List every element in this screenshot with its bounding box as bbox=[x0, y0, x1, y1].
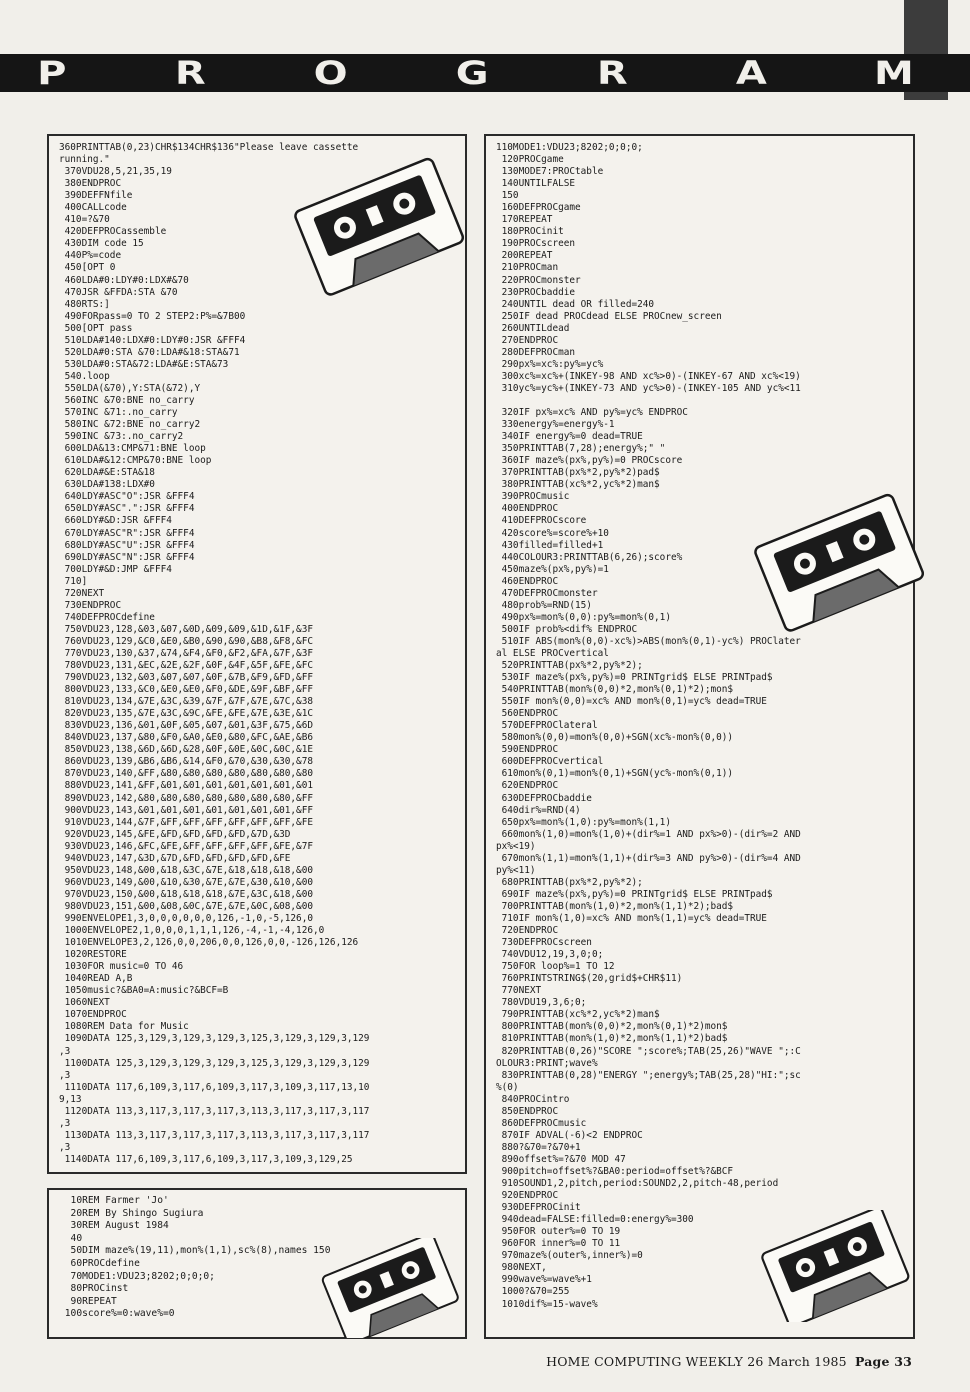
code-line: 630DEFPROCbaddie bbox=[496, 792, 592, 804]
code-line: 900VDU23,143,&01,&01,&01,&01,&01,&01,&01,&FF bbox=[59, 804, 313, 816]
code-line: 40 bbox=[59, 1232, 83, 1244]
code-line: 760VDU23,129,&C0,&E0,&B0,&90,&90,&B8,&F8,&FC bbox=[59, 635, 313, 647]
code-line: 560ENDPROC bbox=[496, 708, 559, 720]
code-line: 480RTS:] bbox=[59, 298, 110, 310]
code-line: 700LDY#&D:JMP &FFF4 bbox=[59, 563, 172, 575]
banner-letter: M bbox=[874, 54, 914, 92]
code-line: 660LDY#&D:JSR &FFF4 bbox=[59, 515, 172, 527]
code-line: 390PROCmusic bbox=[496, 491, 570, 503]
code-line: 610LDA#&12:CMP&70:BNE loop bbox=[59, 455, 212, 467]
code-line: 380PRINTTAB(xc%*2,yc%*2)man$ bbox=[496, 479, 660, 491]
code-line: 700PRINTTAB(mon%(1,0)*2,mon%(1,1)*2);bad$ bbox=[496, 900, 734, 912]
code-line: 930VDU23,146,&FC,&FE,&FF,&FF,&FF,&FF,&FE,&7F bbox=[59, 840, 313, 852]
code-line: 820PRINTTAB(0,26)"SCORE ";score%;TAB(25,26)"WAVE ";:C bbox=[496, 1045, 801, 1057]
code-line: 10REM Farmer 'Jo' bbox=[59, 1195, 169, 1206]
code-line: 990wave%=wave%+1 bbox=[496, 1274, 592, 1286]
code-line: 570DEFPROClateral bbox=[496, 720, 598, 732]
code-line: 1040READ A,B bbox=[59, 973, 133, 985]
code-line: 600LDA&13:CMP&71:BNE loop bbox=[59, 443, 206, 455]
code-line: 820VDU23,135,&7E,&3C,&9C,&FE,&FE,&7E,&3E,&1C bbox=[59, 708, 313, 720]
code-line: 710] bbox=[59, 575, 88, 587]
code-line: 430DIM code 15 bbox=[59, 238, 144, 250]
code-line: 920VDU23,145,&FE,&FD,&FD,&FD,&FD,&7D,&3D bbox=[59, 828, 291, 840]
cassette-icon bbox=[292, 148, 464, 300]
code-line: 1010ENVELOPE3,2,126,0,0,206,0,0,126,0,0,-126,126,126 bbox=[59, 937, 359, 949]
code-line: 810PRINTTAB(mon%(1,0)*2,mon%(1,1)*2)bad$ bbox=[496, 1033, 728, 1045]
code-line: running." bbox=[59, 154, 110, 166]
code-line: 70MODE1:VDU23;8202;0;0;0; bbox=[59, 1270, 215, 1282]
code-line: 640dir%=RND(4) bbox=[496, 804, 581, 816]
code-line: 580mon%(0,0)=mon%(0,0)+SGN(xc%-mon%(0,0)) bbox=[496, 732, 734, 744]
code-line: 260UNTILdead bbox=[496, 322, 570, 334]
code-line: 1090DATA 125,3,129,3,129,3,129,3,125,3,129,3,129,3,129 bbox=[59, 1033, 370, 1045]
code-line: 390DEFFNfile bbox=[59, 190, 133, 202]
code-line: 890VDU23,142,&80,&80,&80,&80,&80,&80,&80,&FF bbox=[59, 792, 313, 804]
code-line: 790PRINTTAB(xc%*2,yc%*2)man$ bbox=[496, 1009, 660, 1021]
code-line: 520PRINTTAB(px%*2,py%*2); bbox=[496, 660, 643, 672]
banner-letter: R bbox=[174, 54, 206, 92]
code-line: 610mon%(0,1)=mon%(0,1)+SGN(yc%-mon%(0,1)) bbox=[496, 768, 734, 780]
code-line: 330energy%=energy%-1 bbox=[496, 419, 615, 431]
code-line: 580INC &72:BNE no_carry2 bbox=[59, 419, 201, 431]
code-line: 830PRINTTAB(0,28)"ENERGY ";energy%;TAB(25,28)"HI:";sc bbox=[496, 1069, 801, 1081]
code-line: 510LDA#140:LDX#0:LDY#0:JSR &FFF4 bbox=[59, 334, 246, 346]
code-line: 720ENDPROC bbox=[496, 925, 559, 937]
code-line: OLOUR3:PRINT;wave% bbox=[496, 1057, 598, 1069]
code-line: 550LDA(&70),Y:STA(&72),Y bbox=[59, 382, 201, 394]
code-line bbox=[496, 395, 905, 407]
code-line: 370PRINTTAB(px%*2,py%*2)pad$ bbox=[496, 467, 660, 479]
code-line: 870IF ADVAL(-6)<2 ENDPROC bbox=[496, 1129, 643, 1141]
code-line: 670LDY#ASC"R":JSR &FFF4 bbox=[59, 527, 195, 539]
code-line: 410DEFPROCscore bbox=[496, 515, 587, 527]
code-line: 120PROCgame bbox=[496, 154, 564, 166]
code-line: 410=?&70 bbox=[59, 214, 110, 226]
code-line: 940VDU23,147,&3D,&7D,&FD,&FD,&FD,&FD,&FE bbox=[59, 852, 291, 864]
page-number: Page 33 bbox=[854, 1354, 912, 1369]
code-line: 980NEXT, bbox=[496, 1262, 547, 1274]
code-line: 860DEFPROCmusic bbox=[496, 1117, 587, 1129]
code-line: 840PROCintro bbox=[496, 1093, 570, 1105]
code-line: 970VDU23,150,&00,&18,&18,&18,&7E,&3C,&18,&00 bbox=[59, 888, 313, 900]
code-line: 1000ENVELOPE2,1,0,0,0,1,1,1,126,-4,-1,-4,126,0 bbox=[59, 925, 325, 937]
code-line: 90REPEAT bbox=[59, 1295, 117, 1307]
right-code-listing bbox=[486, 136, 913, 1311]
code-line: 280DEFPROCman bbox=[496, 346, 576, 358]
code-line: 470JSR &FFDA:STA &70 bbox=[59, 286, 178, 298]
code-line: 600DEFPROCvertical bbox=[496, 756, 604, 768]
code-line: 910SOUND1,2,pitch,period:SOUND2,2,pitch-48,period bbox=[496, 1178, 779, 1190]
code-line: 30REM August 1984 bbox=[59, 1220, 169, 1232]
code-line: 130MODE7:PROCtable bbox=[496, 166, 604, 178]
code-line: 740VDU12,19,3,0;0; bbox=[496, 949, 604, 961]
code-line: 650px%=mon%(1,0):py%=mon%(1,1) bbox=[496, 816, 671, 828]
code-line: 20REM By Shingo Sugiura bbox=[59, 1207, 204, 1219]
code-line: 730ENDPROC bbox=[59, 599, 122, 611]
code-line: 150 bbox=[496, 190, 519, 202]
program-banner bbox=[0, 54, 970, 92]
cassette-icon bbox=[752, 484, 924, 636]
code-line: 620LDA#&E:STA&18 bbox=[59, 467, 155, 479]
code-line: 540.loop bbox=[59, 370, 110, 382]
code-line: 950FOR outer%=0 TO 19 bbox=[496, 1226, 621, 1238]
code-line: 500[OPT pass bbox=[59, 322, 133, 334]
code-line: py%<11) bbox=[496, 864, 536, 876]
code-line: 590ENDPROC bbox=[496, 744, 559, 756]
code-line: 420score%=score%+10 bbox=[496, 527, 609, 539]
banner-letter: P bbox=[37, 54, 67, 92]
code-line: 500IF prob%<dif% ENDPROC bbox=[496, 623, 638, 635]
code-line: 450maze%(px%,py%)=1 bbox=[496, 563, 609, 575]
code-line: 360IF maze%(px%,py%)=0 PROCscore bbox=[496, 455, 683, 467]
code-line: 1110DATA 117,6,109,3,117,6,109,3,117,3,109,3,117,13,10 bbox=[59, 1081, 370, 1093]
code-line: 670mon%(1,1)=mon%(1,1)+(dir%=3 AND py%>0)-(dir%=4 AND bbox=[496, 852, 801, 864]
code-line: 230PROCbaddie bbox=[496, 286, 576, 298]
code-line: 950VDU23,148,&00,&18,&3C,&7E,&18,&18,&18,&00 bbox=[59, 864, 313, 876]
code-line: 660mon%(1,0)=mon%(1,0)+(dir%=1 AND px%>0)-(dir%=2 AND bbox=[496, 828, 801, 840]
code-line: 1120DATA 113,3,117,3,117,3,117,3,113,3,117,3,117,3,117 bbox=[59, 1105, 370, 1117]
code-line: 870VDU23,140,&FF,&80,&80,&80,&80,&80,&80,&80 bbox=[59, 768, 313, 780]
code-line: 760PRINTSTRING$(20,grid$+CHR$11) bbox=[496, 973, 683, 985]
code-line: 50DIM maze%(19,11),mon%(1,1),sc%(8),names 150 bbox=[59, 1245, 331, 1257]
code-line: 340IF energy%=0 dead=TRUE bbox=[496, 431, 643, 443]
code-line: 400ENDPROC bbox=[496, 503, 559, 515]
code-line: 640LDY#ASC"O":JSR &FFF4 bbox=[59, 491, 195, 503]
code-line: 1060NEXT bbox=[59, 997, 110, 1009]
code-line: 900pitch=offset%?&BA0:period=offset%?&BCF bbox=[496, 1165, 734, 1177]
code-line: 720NEXT bbox=[59, 587, 105, 599]
code-line: 170REPEAT bbox=[496, 214, 553, 226]
code-line: 850VDU23,138,&6D,&6D,&28,&0F,&0E,&0C,&0C,&1E bbox=[59, 744, 313, 756]
code-line: 1030FOR music=0 TO 46 bbox=[59, 961, 184, 973]
code-line: 860VDU23,139,&B6,&B6,&14,&F0,&70,&30,&30,&78 bbox=[59, 756, 313, 768]
code-line: 800PRINTTAB(mon%(0,0)*2,mon%(0,1)*2)mon$ bbox=[496, 1021, 728, 1033]
code-line: px%<19) bbox=[496, 840, 536, 852]
code-line: 690IF maze%(px%,py%)=0 PRINTgrid$ ELSE PRINTpad$ bbox=[496, 888, 773, 900]
code-line: 210PROCman bbox=[496, 262, 559, 274]
code-line: 190PROCscreen bbox=[496, 238, 576, 250]
code-line: 1070ENDPROC bbox=[59, 1009, 127, 1021]
code-line: 940dead=FALSE:filled=0:energy%=300 bbox=[496, 1214, 694, 1226]
code-line: 930DEFPROCinit bbox=[496, 1202, 581, 1214]
code-line: 620ENDPROC bbox=[496, 780, 559, 792]
code-line: 560INC &70:BNE no_carry bbox=[59, 394, 195, 406]
banner-letter: R bbox=[596, 54, 628, 92]
code-line: 810VDU23,134,&7E,&3C,&39,&7F,&7F,&7E,&7C,&38 bbox=[59, 696, 313, 708]
code-line: 790VDU23,132,&03,&07,&07,&0F,&7B,&F9,&FD,&FF bbox=[59, 672, 313, 684]
code-line: 240UNTIL dead OR filled=240 bbox=[496, 298, 655, 310]
code-line: 1130DATA 113,3,117,3,117,3,117,3,113,3,117,3,117,3,117 bbox=[59, 1129, 370, 1141]
code-line: 1080REM Data for Music bbox=[59, 1021, 189, 1033]
code-line: 980VDU23,151,&00,&08,&0C,&7E,&7E,&0C,&08,&00 bbox=[59, 900, 313, 912]
code-line: 200REPEAT bbox=[496, 250, 553, 262]
code-line: 590INC &73:.no_carry2 bbox=[59, 431, 184, 443]
banner-letter: G bbox=[455, 54, 489, 92]
code-line: 960FOR inner%=0 TO 11 bbox=[496, 1238, 621, 1250]
code-line: 650LDY#ASC".":JSR &FFF4 bbox=[59, 503, 195, 515]
code-line: 830VDU23,136,&01,&0F,&05,&07,&01,&3F,&75,&6D bbox=[59, 720, 313, 732]
code-line: 270ENDPROC bbox=[496, 334, 559, 346]
code-line: 460ENDPROC bbox=[496, 575, 559, 587]
code-line: 690LDY#ASC"N":JSR &FFF4 bbox=[59, 551, 195, 563]
code-line: al ELSE PROCvertical bbox=[496, 647, 609, 659]
code-line: 360PRINTTAB(0,23)CHR$134CHR$136"Please leave cassette bbox=[59, 142, 359, 153]
code-line: 490px%=mon%(0,0):py%=mon%(0,1) bbox=[496, 611, 671, 623]
code-line: 370VDU28,5,21,35,19 bbox=[59, 166, 172, 178]
code-line: 910VDU23,144,&7F,&FF,&FF,&FF,&FF,&FF,&FF,&FE bbox=[59, 816, 313, 828]
code-line: ,3 bbox=[59, 1069, 71, 1081]
code-line: 510IF ABS(mon%(0,0)-xc%)>ABS(mon%(0,1)-yc%) PROClater bbox=[496, 635, 801, 647]
code-line: 890offset%=?&70 MOD 47 bbox=[496, 1153, 626, 1165]
code-line: 530LDA#0:STA&72:LDA#&E:STA&73 bbox=[59, 358, 229, 370]
code-line: 450[OPT 0 bbox=[59, 262, 116, 274]
code-line: 380ENDPROC bbox=[59, 178, 122, 190]
code-line: 290px%=xc%:py%=yc% bbox=[496, 358, 604, 370]
code-line: 400CALLcode bbox=[59, 202, 127, 214]
right-listing-panel bbox=[484, 134, 915, 1339]
code-line: 880?&70=?&70+1 bbox=[496, 1141, 581, 1153]
code-line: 850ENDPROC bbox=[496, 1105, 559, 1117]
code-line: %(0) bbox=[496, 1081, 519, 1093]
code-line: 770VDU23,130,&37,&74,&F4,&F0,&F2,&FA,&7F,&3F bbox=[59, 647, 313, 659]
cassette-icon bbox=[320, 1238, 460, 1338]
code-line: 430filled=filled+1 bbox=[496, 539, 604, 551]
code-line: 550IF mon%(0,0)=xc% AND mon%(0,1)=yc% dead=TRUE bbox=[496, 696, 767, 708]
code-line: 630LDA#138:LDX#0 bbox=[59, 479, 155, 491]
code-line: 880VDU23,141,&FF,&01,&01,&01,&01,&01,&01,&01 bbox=[59, 780, 313, 792]
code-line: 470DEFPROCmonster bbox=[496, 587, 598, 599]
code-line: 770NEXT bbox=[496, 985, 542, 997]
code-line: 60PROCdefine bbox=[59, 1257, 140, 1269]
code-line: 750VDU23,128,&03,&07,&0D,&09,&09,&1D,&1F,&3F bbox=[59, 623, 313, 635]
code-line: 730DEFPROCscreen bbox=[496, 937, 592, 949]
banner-letter: A bbox=[735, 54, 767, 92]
code-line: 840VDU23,137,&80,&F0,&A0,&E0,&80,&FC,&AE,&B6 bbox=[59, 732, 313, 744]
banner-letter: O bbox=[313, 54, 348, 92]
code-line: ,3 bbox=[59, 1045, 71, 1057]
code-line: 920ENDPROC bbox=[496, 1190, 559, 1202]
code-line: 990ENVELOPE1,3,0,0,0,0,0,0,126,-1,0,-5,126,0 bbox=[59, 913, 313, 924]
code-line: 1100DATA 125,3,129,3,129,3,129,3,125,3,129,3,129,3,129 bbox=[59, 1057, 370, 1069]
code-line: 100score%=0:wave%=0 bbox=[59, 1308, 175, 1320]
code-line: 1140DATA 117,6,109,3,117,6,109,3,117,3,109,3,129,25 bbox=[59, 1153, 353, 1165]
code-line: 310yc%=yc%+(INKEY-73 AND yc%>0)-(INKEY-105 AND yc%<11 bbox=[496, 382, 801, 394]
code-line: 1050music?&BA0=A:music?&BCF=B bbox=[59, 985, 229, 997]
code-line: 350PRINTTAB(7,28);energy%;" " bbox=[496, 443, 666, 455]
code-line: 490FORpass=0 TO 2 STEP2:P%=&7B00 bbox=[59, 310, 246, 322]
code-line: 540PRINTTAB(mon%(0,0)*2,mon%(0,1)*2);mon$ bbox=[496, 684, 734, 696]
code-line: 1020RESTORE bbox=[59, 949, 127, 961]
code-line: 520LDA#0:STA &70:LDA#&18:STA&71 bbox=[59, 346, 240, 358]
code-line: 530IF maze%(px%,py%)=0 PRINTgrid$ ELSE PRINTpad$ bbox=[496, 672, 773, 684]
code-line: 680PRINTTAB(px%*2,py%*2); bbox=[496, 876, 643, 888]
code-line: 710IF mon%(1,0)=xc% AND mon%(1,1)=yc% dead=TRUE bbox=[496, 913, 767, 924]
code-line: 180PROCinit bbox=[496, 226, 564, 238]
code-line: 740DEFPROCdefine bbox=[59, 611, 155, 623]
code-line: ,3 bbox=[59, 1117, 71, 1129]
page-footer bbox=[546, 1354, 912, 1369]
code-line: 800VDU23,133,&C0,&E0,&E0,&F0,&DE,&9F,&BF,&FF bbox=[59, 684, 313, 696]
code-line: 110MODE1:VDU23;8202;0;0;0; bbox=[496, 142, 643, 153]
code-line: 9,13 bbox=[59, 1093, 82, 1105]
code-line: 440COLOUR3:PRINTTAB(6,26);score% bbox=[496, 551, 683, 563]
code-line: 160DEFPROCgame bbox=[496, 202, 581, 214]
code-line: 300xc%=xc%+(INKEY-98 AND xc%>0)-(INKEY-67 AND xc%<19) bbox=[496, 370, 801, 382]
code-line: 570INC &71:.no_carry bbox=[59, 407, 178, 419]
code-line: 420DEFPROCassemble bbox=[59, 226, 167, 238]
publication-line: HOME COMPUTING WEEKLY 26 March 1985 bbox=[546, 1354, 847, 1369]
code-line: 460LDA#0:LDY#0:LDX#&70 bbox=[59, 274, 189, 286]
code-line: 970maze%(outer%,inner%)=0 bbox=[496, 1250, 643, 1262]
code-line: ,3 bbox=[59, 1141, 71, 1153]
code-line: 80PROCinst bbox=[59, 1283, 129, 1295]
cassette-icon bbox=[760, 1210, 910, 1322]
code-line: 680LDY#ASC"U":JSR &FFF4 bbox=[59, 539, 195, 551]
code-line: 750FOR loop%=1 TO 12 bbox=[496, 961, 615, 973]
code-line: 480prob%=RND(15) bbox=[496, 599, 592, 611]
banner-letters bbox=[37, 54, 914, 92]
code-line: 1000?&70=255 bbox=[496, 1286, 570, 1298]
code-line: 780VDU23,131,&EC,&2E,&2F,&0F,&4F,&5F,&FE,&FC bbox=[59, 660, 313, 672]
code-line: 140UNTILFALSE bbox=[496, 178, 576, 190]
code-line: 250IF dead PROCdead ELSE PROCnew_screen bbox=[496, 310, 722, 322]
code-line: 320IF px%=xc% AND py%=yc% ENDPROC bbox=[496, 407, 688, 419]
code-line: 780VDU19,3,6;0; bbox=[496, 997, 587, 1009]
code-line: 440P%=code bbox=[59, 250, 122, 262]
code-line: 1010dif%=15-wave% bbox=[496, 1298, 598, 1310]
code-line: 220PROCmonster bbox=[496, 274, 581, 286]
code-line: 960VDU23,149,&00,&10,&30,&7E,&7E,&30,&10,&00 bbox=[59, 876, 313, 888]
